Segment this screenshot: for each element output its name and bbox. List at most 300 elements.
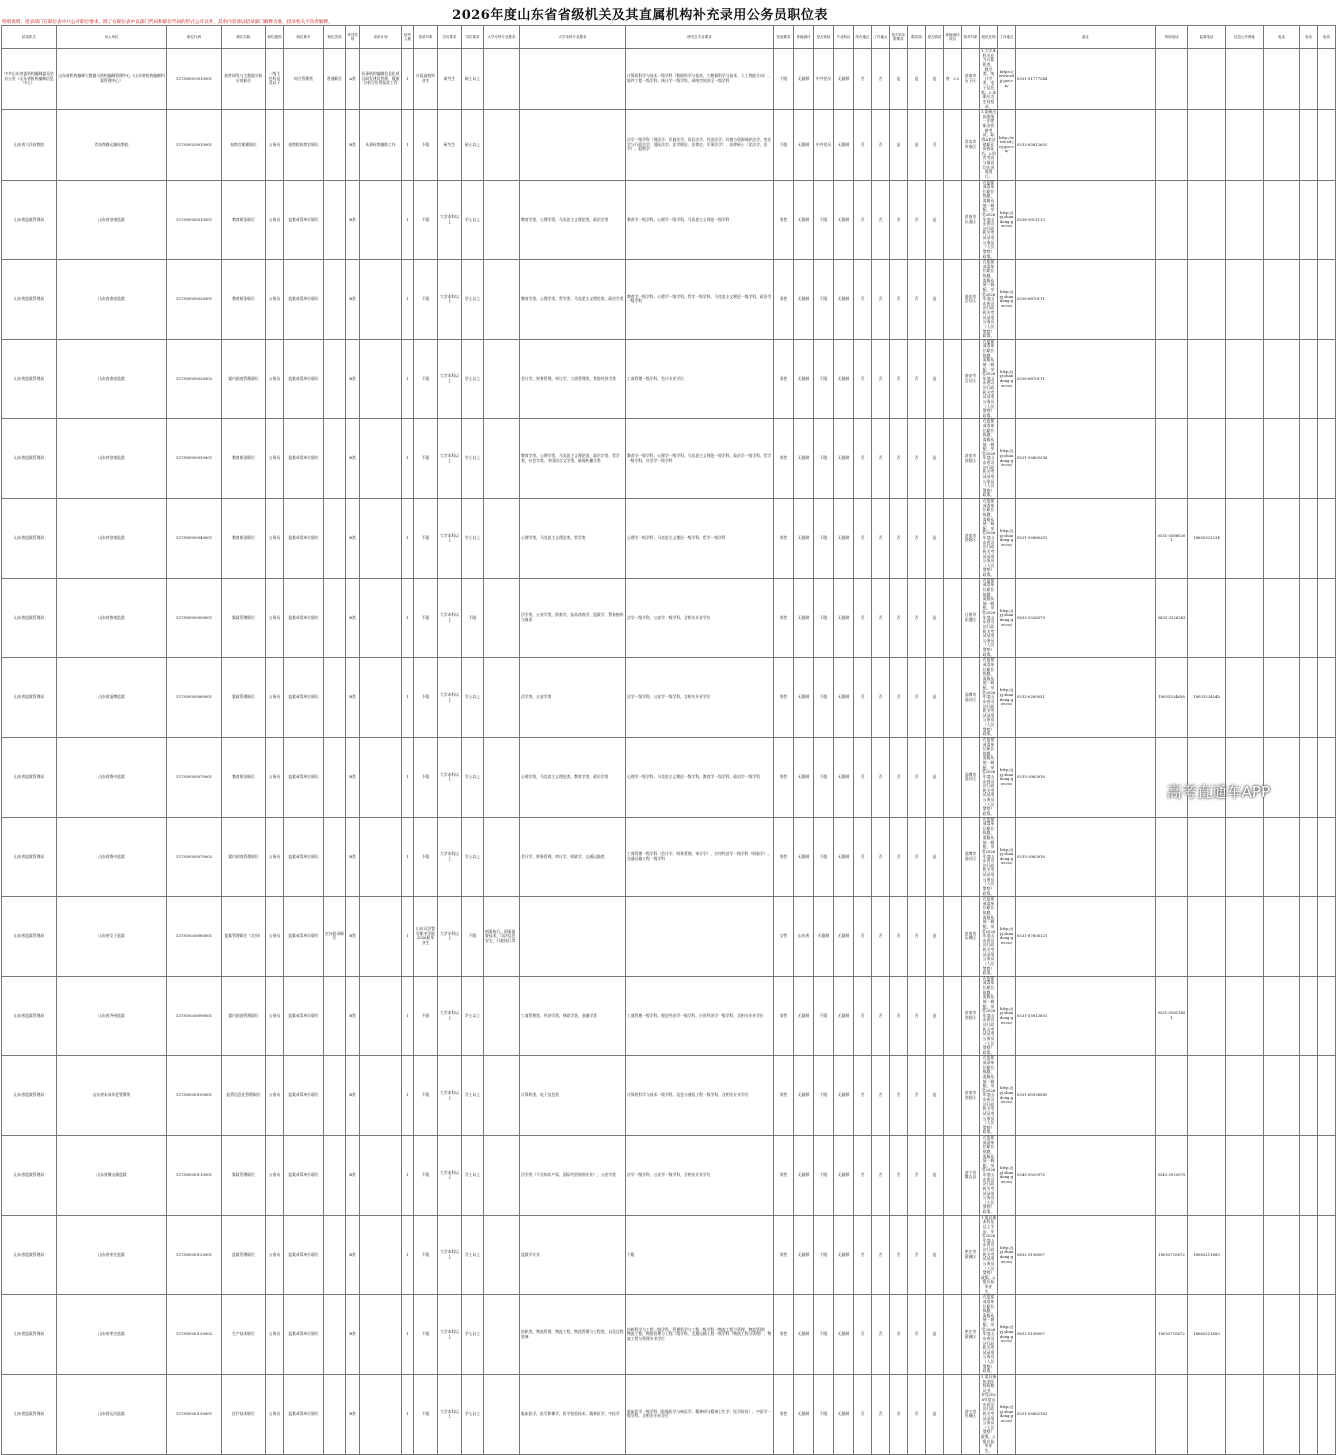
table-cell: 18053324548 (1188, 658, 1226, 738)
table-cell (484, 1295, 520, 1375)
table-cell: 否 (854, 499, 872, 579)
table-cell: 137300030120002 (167, 1295, 222, 1375)
table-cell (1318, 1215, 1336, 1295)
table-cell: 否 (872, 737, 890, 817)
table-cell (1264, 1374, 1300, 1454)
table-cell: 中共党员 (814, 49, 834, 110)
table-cell: 无限制 (834, 737, 854, 817)
table-cell: 工商管理一级学科，理论经济学一级学科，应用经济学一级学科，含相关专业学位 (626, 976, 774, 1056)
table-cell: 会计学，财务管理，审计学，工商管理类，其他经济学类 (520, 339, 626, 419)
table-cell: 不限 (814, 180, 834, 260)
table-cell: 不限 (814, 419, 834, 499)
table-cell: 计算机科学与技术一级学科（数据科学与技术、大数据科学与技术、人工智能方向）、软件工程一级学科、统计学一级学科，网络空间安全一级学科 (626, 49, 774, 110)
table-cell: 济南市济阳区 (962, 419, 980, 499)
table-cell: 大学本科以上 (438, 1056, 462, 1136)
table-cell (1156, 1374, 1188, 1454)
table-cell (1226, 1056, 1264, 1136)
table-cell (520, 110, 626, 180)
table-cell (1226, 260, 1264, 340)
table-cell: 监狱戒毒单位职位 (284, 1215, 324, 1295)
table-cell: 无限制 (834, 976, 854, 1056)
column-header: 招录机关 (2, 26, 57, 49)
table-cell: 中共山东省委机构编制委员会办公室（山东省机构编制信息中心） (2, 49, 57, 110)
table-cell (324, 1136, 346, 1216)
table-cell: 男性 (774, 578, 794, 658)
table-cell: 不限 (462, 578, 484, 658)
table-cell: 1 (402, 737, 414, 817)
table-cell (1156, 1056, 1188, 1136)
table-cell: B类 (346, 1374, 360, 1454)
table-cell: 1 (402, 260, 414, 340)
table-cell: 公务员 (266, 260, 284, 340)
table-cell (1318, 1056, 1336, 1136)
table-body (2, 49, 1336, 1455)
column-header: 电话 (1300, 26, 1318, 49)
table-cell: 无限制 (794, 180, 814, 260)
table-cell: 0538-6870111 (1016, 260, 1156, 340)
table-cell: 是 (926, 49, 944, 110)
table-cell: 教育学类，心理学类，马克思主义理论类，政治学类，哲学类，社会学类，中国语言文学类，新闻传播学类 (520, 419, 626, 499)
table-cell (1188, 1374, 1226, 1454)
table-cell: 否 (872, 49, 890, 110)
table-cell: 不限 (414, 499, 438, 579)
column-header: 其他要求 (774, 26, 794, 49)
table-cell (1156, 339, 1188, 419)
table-cell: 否 (854, 419, 872, 499)
table-cell: 不限 (626, 1215, 774, 1295)
table-cell (1300, 339, 1318, 419)
table-cell: 否 (854, 976, 872, 1056)
table-cell: 山东省鲁南监狱 (57, 578, 167, 658)
table-cell: 无限制 (834, 817, 854, 897)
table-cell: 是 (908, 49, 926, 110)
table-cell: http://jyj.shandong.gov.cn/ (998, 1295, 1016, 1375)
table-cell: 不限 (814, 1056, 834, 1136)
table-cell: 监狱管理职位 (222, 1215, 266, 1295)
table-cell (1264, 1215, 1300, 1295)
table-cell: 1 (402, 578, 414, 658)
table-cell (484, 419, 520, 499)
table-cell: 1 (402, 817, 414, 897)
table-cell: 检察院检察官职位 (284, 110, 324, 180)
table-cell: 男性 (774, 180, 794, 260)
table-cell (1264, 180, 1300, 260)
table-cell: 公务员 (266, 339, 284, 419)
table-cell: 教育学一级学科，心理学一级学科，马克思主义理论一级学科 (626, 180, 774, 260)
table-cell (944, 1056, 962, 1136)
column-header: 体能测评项目 (944, 26, 962, 49)
table-cell: 不限 (414, 737, 438, 817)
table-cell: 无限制 (794, 1215, 814, 1295)
table-cell (520, 897, 626, 977)
table-cell: 在监狱戒毒单位职位执勤，需服从统一调配，享受2026年度山东省司法行政机关考试录用公务员（人民警察）政策。 (980, 737, 998, 817)
table-cell: 否 (854, 110, 872, 180)
table-cell (324, 339, 346, 419)
table-cell: 监狱戒毒单位职位 (284, 658, 324, 738)
table-cell: 山东省监狱管理局 (2, 260, 57, 340)
table-cell: 公务员 (266, 897, 284, 977)
table-cell: 公务员 (266, 1215, 284, 1295)
table-row (2, 1215, 1336, 1295)
table-cell: 监狱管理职位（定向） (222, 897, 266, 977)
column-header: 是否有年龄要求 (890, 26, 908, 49)
table-cell (944, 1215, 962, 1295)
table-cell (1300, 1215, 1318, 1295)
table-row (2, 1374, 1336, 1454)
table-cell (1226, 1374, 1264, 1454)
table-cell: 男性 (774, 1215, 794, 1295)
column-header: 体能测评 (794, 26, 814, 49)
table-cell: 学士以上 (462, 180, 484, 260)
table-cell (1156, 49, 1188, 110)
table-row (2, 180, 1336, 260)
table-cell: http://jyj.shandong.gov.cn/ (998, 976, 1016, 1056)
table-cell: 公务员 (266, 1056, 284, 1136)
table-cell: 否 (872, 180, 890, 260)
table-cell: 否 (908, 499, 926, 579)
table-cell (1188, 110, 1226, 180)
table-cell: 山东省微山湖监狱 (57, 1136, 167, 1216)
table-row (2, 737, 1336, 817)
table-cell (1264, 499, 1300, 579)
table-cell (1300, 1295, 1318, 1375)
table-cell: 监狱戒毒单位职位 (284, 180, 324, 260)
table-cell: 无限制 (834, 260, 854, 340)
column-header: 职位级别 (266, 26, 284, 49)
table-cell: 在监狱戒毒单位职位执勤，需服从统一调配，享受2026年度山东省司法行政机关考试录用公务员（人民警察）政策。 (980, 897, 998, 977)
table-cell: 山东省监狱管理局 (2, 1136, 57, 1216)
table-cell: 0531-55813651 (1156, 976, 1188, 1056)
table-cell: 学士以上 (462, 260, 484, 340)
table-cell: 不限 (814, 1374, 834, 1454)
table-cell (360, 1056, 402, 1136)
table-cell (360, 658, 402, 738)
table-cell: 不限 (414, 1215, 438, 1295)
table-cell: 否 (854, 1295, 872, 1375)
table-cell: B类 (346, 260, 360, 340)
table-cell (1226, 180, 1264, 260)
table-cell: 淄博市淄川区 (962, 817, 980, 897)
table-cell: 工商管理一级学科，会计专业学位 (626, 339, 774, 419)
table-cell (484, 976, 520, 1056)
table-cell: 无限制 (794, 737, 814, 817)
table-cell: 是 (908, 110, 926, 180)
table-cell: 1 (402, 180, 414, 260)
table-row (2, 976, 1336, 1056)
table-cell (1188, 339, 1226, 419)
table-cell: 山东省监狱管理局 (2, 658, 57, 738)
table-cell: 18605321234 (1188, 499, 1226, 579)
table-cell (1226, 339, 1264, 419)
table-cell: 山东省未成年犯管教所 (57, 1056, 167, 1136)
table-cell: 应届高校毕业生 (414, 49, 438, 110)
table-cell: 无限制 (834, 1215, 854, 1295)
table-cell: 不限 (414, 817, 438, 897)
table-cell: 教育矫治职位 (222, 499, 266, 579)
table-cell: 否 (854, 339, 872, 419)
table-cell: 大学本科以上 (438, 1136, 462, 1216)
table-cell: 1 (402, 658, 414, 738)
table-cell: 山东省济南监狱 (57, 499, 167, 579)
table-cell (1188, 897, 1226, 977)
table-cell: 137300030080001 (167, 897, 222, 977)
table-cell: 0532-83812602 (1016, 110, 1156, 180)
table-cell: 大学本科以上 (438, 339, 462, 419)
table-cell: 定向招录职位 (324, 897, 346, 977)
table-cell (324, 110, 346, 180)
table-cell: 狱政管理职位 (222, 1136, 266, 1216)
table-cell: 公务员 (266, 110, 284, 180)
table-cell: 学士以上 (462, 1056, 484, 1136)
table-cell (944, 419, 962, 499)
table-cell (944, 737, 962, 817)
table-cell (944, 897, 962, 977)
table-cell (360, 1215, 402, 1295)
table-cell: 法学类，公安学类，侦查学，技术侦查学，监狱学，警务指挥与战术 (520, 578, 626, 658)
table-cell (484, 1374, 520, 1454)
table-cell: 不限 (774, 49, 794, 110)
table-cell (484, 260, 520, 340)
table-cell: 学士以上 (462, 1374, 484, 1454)
table-cell: 大学专科以上 (438, 897, 462, 977)
table-cell: B类 (346, 897, 360, 977)
table-cell (1226, 1136, 1264, 1216)
table-cell: 男性 (774, 260, 794, 340)
table-cell (324, 180, 346, 260)
table-cell: 否 (890, 578, 908, 658)
table-cell: 监狱戒毒单位职位 (284, 976, 324, 1056)
table-cell (1264, 976, 1300, 1056)
special-note: 特别说明：招录部门在职位表中只公开职位要求，除了在职位表中以部门代码和职位代码的形式公开以外，其余内容请以招录部门解释为准，招录机关不负责解释。 (2, 20, 333, 25)
table-cell: 从事机构编制信息化项目研发建设管理、数据分析与应用技术工作 (360, 49, 402, 110)
table-cell (1226, 817, 1264, 897)
table-cell: 心理学一级学科，马克思主义理论一级学科，教育学一级学科，政治学一级学科 (626, 737, 774, 817)
table-cell: 0632-5158007 (1016, 1295, 1156, 1375)
table-cell (1188, 180, 1226, 260)
table-cell (1264, 49, 1300, 110)
table-cell (1318, 1374, 1336, 1454)
table-cell: 0531-87856121 (1016, 897, 1156, 977)
table-cell: 青岛市市南区 (962, 110, 980, 180)
table-cell: 生产技术职位 (222, 1295, 266, 1375)
table-cell: 是 (926, 180, 944, 260)
table-cell: 计算机类，电子信息类 (520, 1056, 626, 1136)
table-cell: 否 (908, 976, 926, 1056)
table-cell: 女性 (774, 897, 794, 977)
table-cell: 法学一级学科，公安学一级学科，含相关专业学位 (626, 658, 774, 738)
table-row (2, 260, 1336, 340)
table-cell (1188, 419, 1226, 499)
table-cell: 不限 (414, 110, 438, 180)
table-cell (1300, 260, 1318, 340)
table-cell: 18063211683 (1188, 1295, 1226, 1375)
table-cell: 否 (854, 1136, 872, 1216)
table-cell: http://jyj.shandong.gov.cn/ (998, 1136, 1016, 1216)
table-cell: 无限制 (834, 339, 854, 419)
table-cell: 否 (908, 578, 926, 658)
table-cell: 山东省枣庄监狱 (57, 1215, 167, 1295)
table-cell: B类 (346, 578, 360, 658)
column-header: 用人单位 (57, 26, 167, 49)
table-cell: 不限 (814, 976, 834, 1056)
table-cell (1300, 976, 1318, 1056)
table-cell: 纺织类，物流管理，物流工程，物流管理与工程类，以及过程装备 (520, 1295, 626, 1375)
table-cell: 否 (854, 658, 872, 738)
table-cell: http://jyj.shandong.gov.cn/ (998, 1056, 1016, 1136)
table-cell: 无限制 (794, 976, 814, 1056)
table-cell: 137300030120001 (167, 1215, 222, 1295)
table-cell: 男性 (774, 737, 794, 817)
table-cell: 无限制 (814, 897, 834, 977)
table-cell: 无限制 (834, 658, 854, 738)
table-cell: 法学一级学科，公安学一级学科，含相关专业学位 (626, 578, 774, 658)
table-cell (324, 1295, 346, 1375)
table-cell (360, 817, 402, 897)
table-cell: http://www.sd.jcy.gov.cn/ (998, 110, 1016, 180)
position-table (1, 25, 1336, 1455)
table-cell: 否 (908, 1056, 926, 1136)
table-cell: 在监狱戒毒单位职位执勤，需服从统一调配，享受2026年度山东省司法行政机关考试录用公务员（人民警察）政策。 (980, 419, 998, 499)
table-cell: 监狱戒毒单位职位 (284, 1295, 324, 1375)
table-cell: 工商管理一级学科（会计学、财务管理、审计学），应用经济学一级学科（财政学），交通运输工程一级学科 (626, 817, 774, 897)
table-cell: 教育学类，心理学类，马克思主义理论类，政治学类 (520, 180, 626, 260)
table-cell (484, 658, 520, 738)
table-cell: http://jyj.shandong.gov.cn/ (998, 737, 1016, 817)
table-cell: 纺织科学与工程一级学科，管理科学与工程一级学科（物流工程与管理、物流管理），物流工程，物流管理与工程二级学科，交通运输工程一级学科（物流工程与管理），物流工程与管理专业学位 (626, 1295, 774, 1375)
table-cell: 硕士以上 (462, 110, 484, 180)
table-cell (1300, 578, 1318, 658)
table-cell: 大学本科以上 (438, 976, 462, 1056)
table-cell: 山东省济南监狱 (57, 180, 167, 260)
table-cell (1156, 817, 1188, 897)
table-cell: 否 (854, 897, 872, 977)
column-header: 限应届 (908, 26, 926, 49)
table-cell: 山东省监狱管理局 (2, 499, 57, 579)
table-cell: 无限制 (834, 1374, 854, 1454)
table-cell: 医疗技术职位 (222, 1374, 266, 1454)
table-cell: 学士以上 (462, 817, 484, 897)
table-cell: 学士以上 (462, 658, 484, 738)
table-cell: 否 (872, 1374, 890, 1454)
table-cell (1188, 1136, 1226, 1216)
table-cell: 教育矫治职位 (222, 737, 266, 817)
table-cell: 山东省监狱管理局 (2, 419, 57, 499)
table-cell: B类 (346, 180, 360, 260)
table-cell: 137300030100001 (167, 1056, 222, 1136)
column-header: 职位简介 (284, 26, 324, 49)
table-cell (1188, 260, 1226, 340)
table-cell: 日照市东港区 (962, 578, 980, 658)
table-cell: 137300010010001 (167, 49, 222, 110)
table-cell: 无限制 (834, 419, 854, 499)
table-cell: 会计学，财务管理，审计学，财政学，交通运输类 (520, 817, 626, 897)
table-cell: 否 (854, 1374, 872, 1454)
table-cell: 监狱戒毒单位职位 (284, 578, 324, 658)
table-cell: 硕士以上 (462, 49, 484, 110)
table-cell: 研究生 (438, 110, 462, 180)
table-cell (360, 1136, 402, 1216)
table-cell (1300, 658, 1318, 738)
table-cell: 是 (926, 339, 944, 419)
column-header: 大学专科专业要求 (484, 26, 520, 49)
column-header: 是否体检 (814, 26, 834, 49)
table-cell: 山东省枣庄监狱 (57, 1295, 167, 1375)
table-cell: 1 (402, 897, 414, 977)
table-row (2, 419, 1336, 499)
table-cell: 大学本科以上 (438, 737, 462, 817)
table-cell: 教育矫治职位 (222, 260, 266, 340)
table-cell: 男性 (774, 1374, 794, 1454)
table-cell: 1 (402, 1374, 414, 1454)
table-cell: 监狱戒毒单位职位 (284, 1136, 324, 1216)
table-cell (1300, 1374, 1318, 1454)
table-cell: 否 (854, 1056, 872, 1136)
table-cell: 不限 (414, 976, 438, 1056)
table-cell: B类 (346, 1056, 360, 1136)
table-cell: 山东省淄博监狱 (57, 658, 167, 738)
table-cell: B类 (346, 1215, 360, 1295)
table-cell: 137300030020002 (167, 339, 222, 419)
table-cell (324, 1215, 346, 1295)
table-cell: 监狱戒毒单位职位 (284, 1374, 324, 1454)
table-cell: 否 (908, 1136, 926, 1216)
table-cell: 不限 (414, 180, 438, 260)
table-cell: 山东省监狱管理局 (2, 180, 57, 260)
table-cell (1264, 658, 1300, 738)
table-cell: 教育矫治职位 (222, 419, 266, 499)
table-cell: 学士以上 (462, 737, 484, 817)
table-cell (1264, 419, 1300, 499)
table-row (2, 1295, 1336, 1375)
table-cell: http://jyj.shandong.gov.cn/ (998, 180, 1016, 260)
table-cell (944, 1374, 962, 1454)
column-header: 录用计划 (360, 26, 402, 49)
table-cell: 泰安市岱岳区 (962, 260, 980, 340)
table-cell: 山东省人民检察院 (2, 110, 57, 180)
table-cell: 137300020010001 (167, 110, 222, 180)
table-cell: 0531-69938080 (1016, 1056, 1156, 1136)
table-cell (1226, 976, 1264, 1056)
table-cell: 无限制 (794, 49, 814, 110)
table-cell (1226, 499, 1264, 579)
table-cell: 山东省鲁中监狱 (57, 737, 167, 817)
column-header: 招考对象 (962, 26, 980, 49)
table-cell: 济南市历城区 (962, 897, 980, 977)
table-row (2, 817, 1336, 897)
table-cell (944, 817, 962, 897)
table-cell: 否 (854, 578, 872, 658)
table-cell: 山东省监狱管理局 (2, 817, 57, 897)
table-cell: 济南市济阳区 (962, 1056, 980, 1136)
table-cell: 1 (402, 1056, 414, 1136)
table-cell: 否 (890, 976, 908, 1056)
table-cell: 教育学一级学科，心理学一级学科，哲学一级学科，马克思主义理论一级学科，政治学一级学科 (626, 260, 774, 340)
table-cell: 检察官助理职位 (222, 110, 266, 180)
table-cell: 否 (854, 817, 872, 897)
table-cell (1264, 260, 1300, 340)
table-cell: http://jyj.shandong.gov.cn/ (998, 1374, 1016, 1454)
table-cell: 否 (872, 1136, 890, 1216)
table-cell: 否 (872, 499, 890, 579)
column-header: 备注 (1016, 26, 1156, 49)
table-cell (484, 49, 520, 110)
table-cell: 山东省监狱管理局 (2, 737, 57, 817)
table-cell: 学士以上 (462, 1136, 484, 1216)
table-cell (484, 817, 520, 897)
table-cell: 济宁市任城区 (962, 1374, 980, 1454)
column-header: 职位类别 (324, 26, 346, 49)
column-header: 电话 (1318, 26, 1336, 49)
